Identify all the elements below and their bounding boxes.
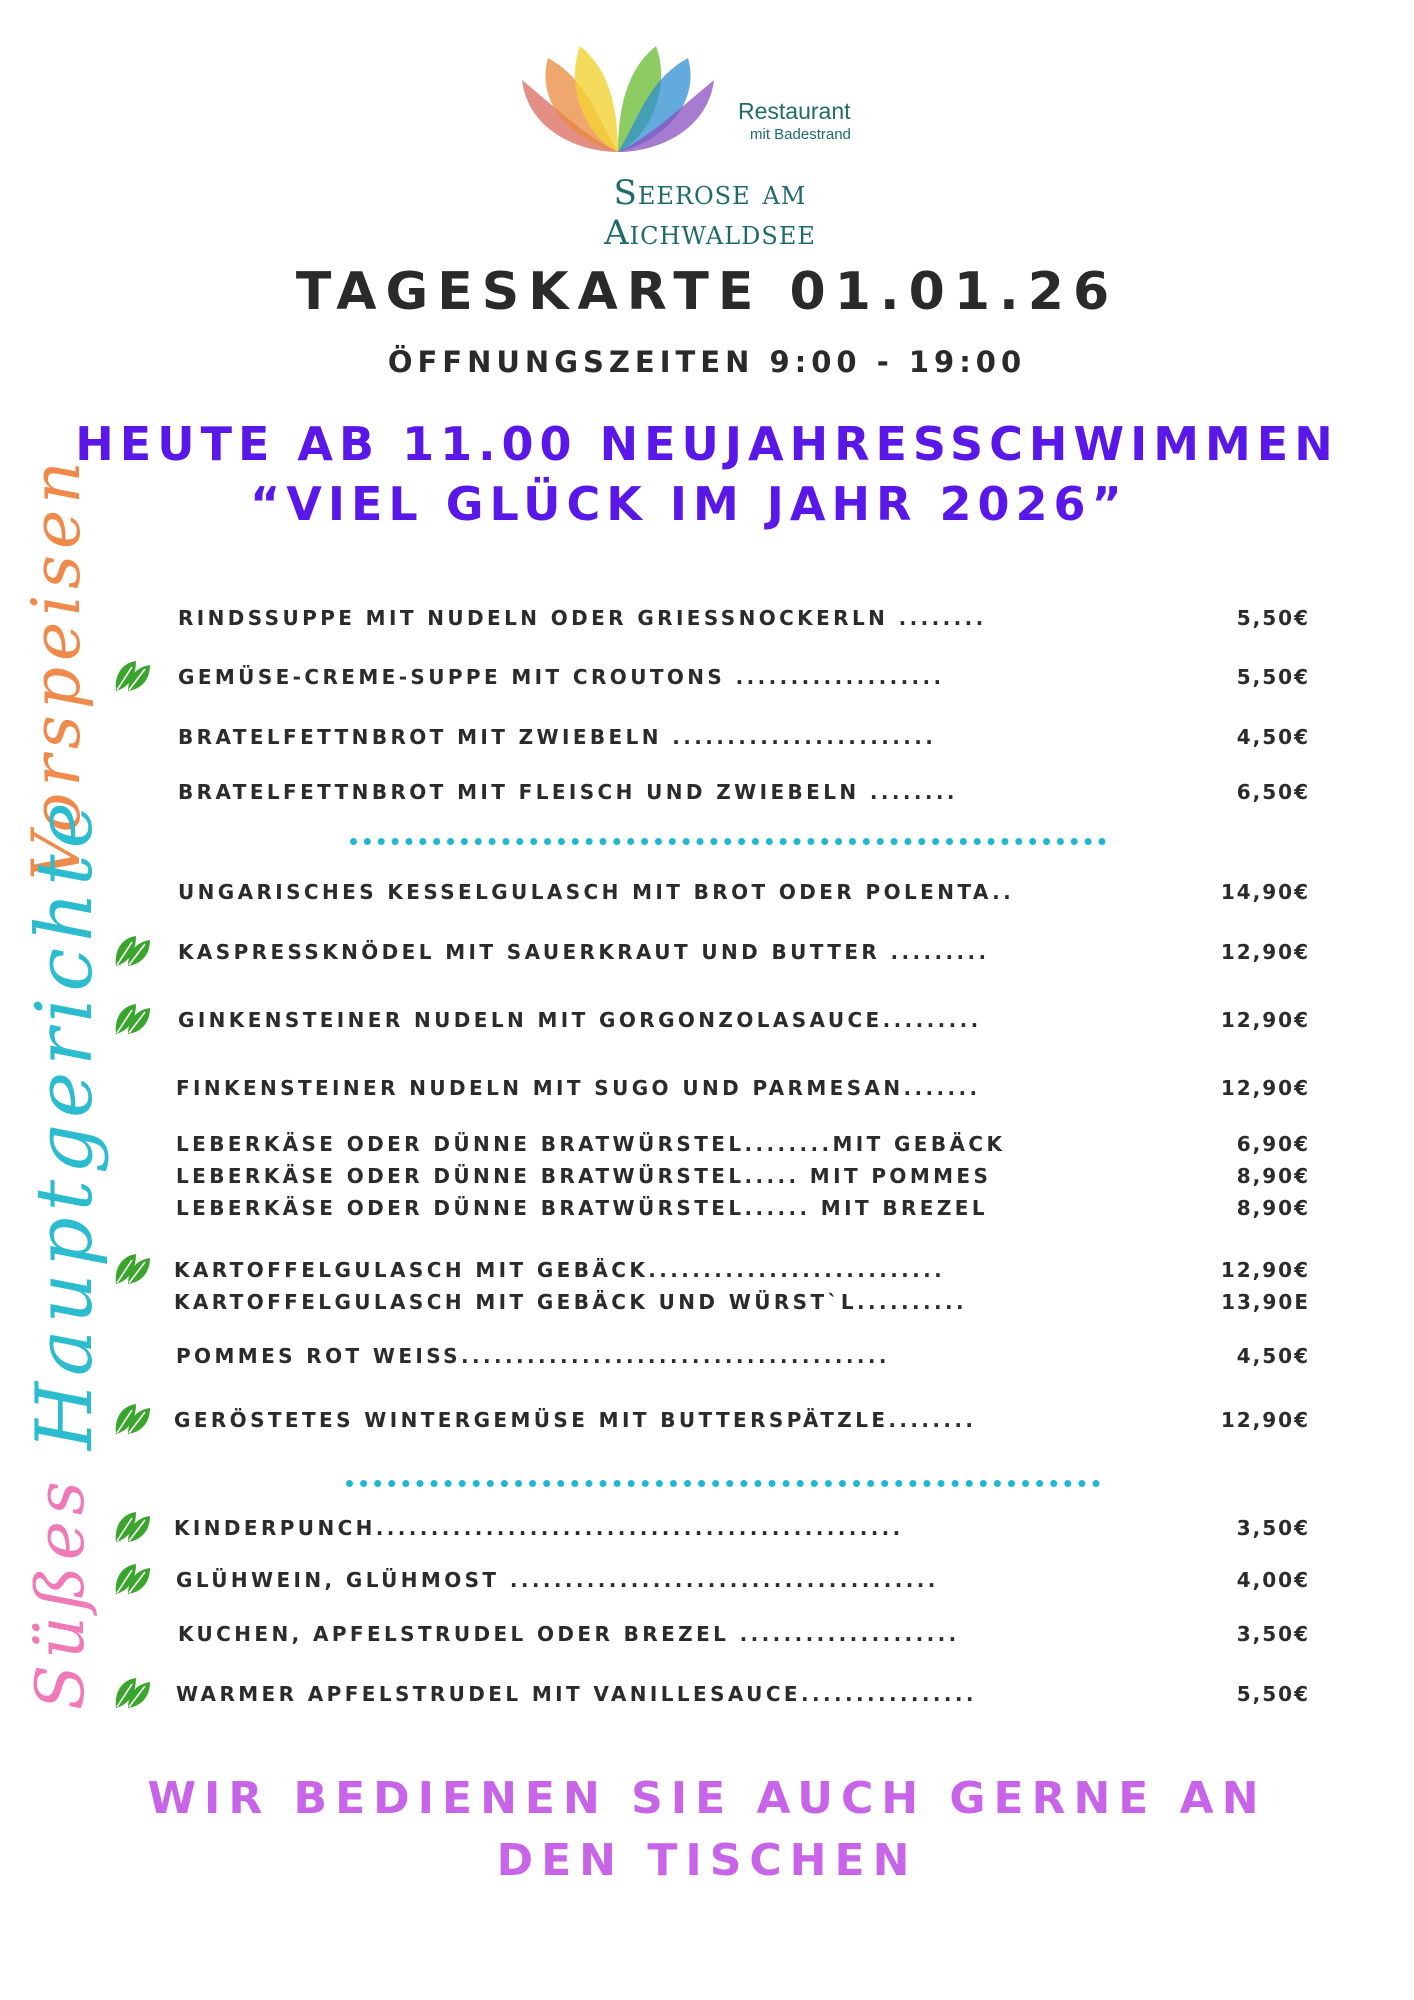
- menu-item-name: BRATELFETTNBROT MIT FLEISCH UND ZWIEBELN ........: [178, 780, 958, 804]
- opening-hours: ÖFFNUNGSZEITEN 9:00 - 19:00: [387, 345, 1027, 379]
- menu-item-price: 12,90€: [1220, 940, 1310, 964]
- vegetarian-leaf-icon: [112, 1672, 152, 1712]
- menu-item-name: KASPRESSKNÖDEL MIT SAUERKRAUT UND BUTTER .........: [178, 940, 990, 964]
- menu-item-name: KARTOFFELGULASCH MIT GEBÄCK UND WÜRST`L..........: [174, 1290, 968, 1314]
- menu-item-name: GINKENSTEINER NUDELN MIT GORGONZOLASAUCE.........: [178, 1008, 982, 1032]
- category-hauptgerichte: Hauptgerichte: [20, 796, 110, 1450]
- menu-item-price: 8,90€: [1236, 1164, 1310, 1188]
- menu-item-name: GLÜHWEIN, GLÜHMOST .......................................: [176, 1568, 939, 1592]
- vegetarian-leaf-icon: [112, 998, 152, 1038]
- vegetarian-leaf-icon: [112, 1558, 152, 1598]
- menu-item-price: 12,90€: [1220, 1076, 1310, 1100]
- menu-item-price: 6,50€: [1236, 780, 1310, 804]
- restaurant-logo: [510, 38, 910, 253]
- logo-badestrand-text: mit Badestrand: [750, 126, 851, 143]
- page-title: TAGESKARTE 01.01.26: [295, 262, 1119, 322]
- menu-item-price: 3,50€: [1236, 1622, 1310, 1646]
- menu-item-price: 5,50€: [1236, 665, 1310, 689]
- announcement-line-1: HEUTE AB 11.00 NEUJAHRESSCHWIMMEN: [75, 417, 1339, 471]
- menu-item-price: 13,90E: [1221, 1290, 1310, 1314]
- menu-item-price: 5,50€: [1236, 1682, 1310, 1706]
- menu-item-price: 12,90€: [1220, 1008, 1310, 1032]
- menu-item-name: LEBERKÄSE ODER DÜNNE BRATWÜRSTEL...... MIT BREZEL: [176, 1196, 988, 1220]
- menu-item-price: 5,50€: [1236, 606, 1310, 630]
- lotus-logo-icon: [518, 40, 723, 158]
- menu-item-name: FINKENSTEINER NUDELN MIT SUGO UND PARMESAN.......: [176, 1076, 981, 1100]
- menu-item-name: KUCHEN, APFELSTRUDEL ODER BREZEL ....................: [178, 1622, 960, 1646]
- menu-item-price: 3,50€: [1236, 1516, 1310, 1540]
- footer-line-2: DEN TISCHEN: [496, 1835, 918, 1886]
- menu-item-name: UNGARISCHES KESSELGULASCH MIT BROT ODER POLENTA..: [178, 880, 1015, 904]
- menu-item-price: 12,90€: [1220, 1258, 1310, 1282]
- vegetarian-leaf-icon: [112, 1248, 152, 1288]
- announcement-line-2: “VIEL GLÜCK IM JAHR 2026”: [250, 477, 1128, 531]
- menu-item-name: LEBERKÄSE ODER DÜNNE BRATWÜRSTEL........MIT GEBÄCK: [176, 1132, 1006, 1156]
- menu-item-name: LEBERKÄSE ODER DÜNNE BRATWÜRSTEL..... MIT POMMES: [176, 1164, 992, 1188]
- vegetarian-leaf-icon: [112, 655, 152, 695]
- category-suesses: Süßes: [22, 1475, 99, 1710]
- logo-restaurant-text: Restaurant: [738, 98, 851, 124]
- menu-item-name: KINDERPUNCH................................................: [174, 1516, 904, 1540]
- logo-name: Seerose am Aichwaldsee: [604, 173, 816, 253]
- menu-item-price: 4,50€: [1236, 725, 1310, 749]
- section-divider: [346, 1480, 1100, 1487]
- menu-item-name: WARMER APFELSTRUDEL MIT VANILLESAUCE................: [176, 1682, 977, 1706]
- menu-item-price: 4,00€: [1236, 1568, 1310, 1592]
- menu-item-name: KARTOFFELGULASCH MIT GEBÄCK...........................: [174, 1258, 946, 1282]
- menu-item-price: 14,90€: [1220, 880, 1310, 904]
- vegetarian-leaf-icon: [112, 930, 152, 970]
- vegetarian-leaf-icon: [112, 1398, 152, 1438]
- menu-item-price: 12,90€: [1220, 1408, 1310, 1432]
- menu-item-name: RINDSSUPPE MIT NUDELN ODER GRIESSNOCKERLN ........: [178, 606, 987, 630]
- footer-line-1: WIR BEDIENEN SIE AUCH GERNE AN: [147, 1773, 1267, 1824]
- menu-item-price: 6,90€: [1236, 1132, 1310, 1156]
- menu-item-name: GERÖSTETES WINTERGEMÜSE MIT BUTTERSPÄTZLE........: [174, 1408, 977, 1432]
- menu-item-name: GEMÜSE-CREME-SUPPE MIT CROUTONS ...................: [178, 665, 945, 689]
- category-vorspeisen: Vorspeisen: [18, 455, 95, 880]
- menu-item-price: 8,90€: [1236, 1196, 1310, 1220]
- section-divider: [350, 838, 1106, 845]
- vegetarian-leaf-icon: [112, 1506, 152, 1546]
- menu-item-price: 4,50€: [1236, 1344, 1310, 1368]
- menu-item-name: BRATELFETTNBROT MIT ZWIEBELN ........................: [178, 725, 937, 749]
- menu-item-name: POMMES ROT WEISS.......................................: [176, 1344, 890, 1368]
